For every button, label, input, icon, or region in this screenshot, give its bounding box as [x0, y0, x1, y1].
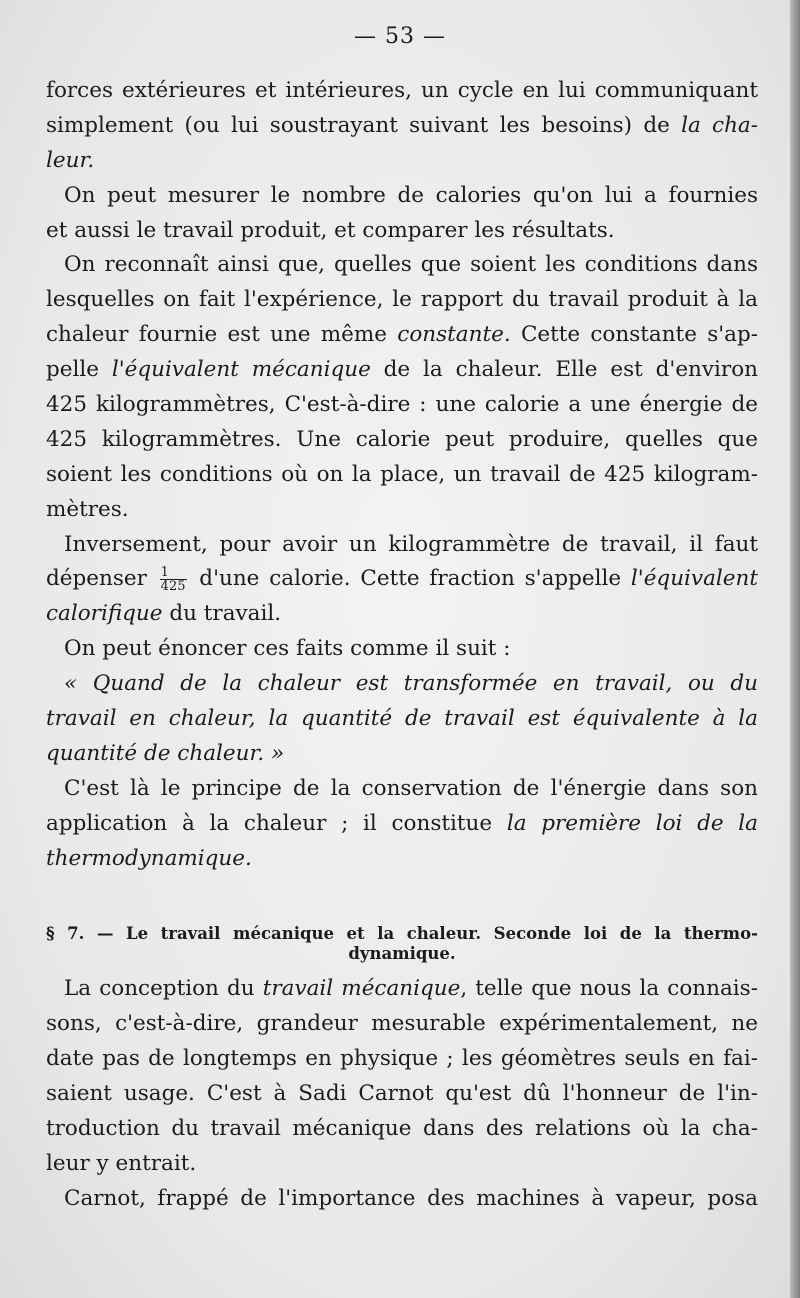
text-line: On reconnaît ainsi que, quelles que soient les conditions dans: [64, 252, 758, 278]
text-line: leur y entrait.: [46, 1150, 197, 1176]
text-line: mètres.: [46, 496, 129, 522]
text-line: La conception du travail mécanique, telle que nous la connais-: [64, 976, 758, 1002]
text-line: Carnot, frappé de l'importance des machines à vapeur, posa: [64, 1185, 758, 1211]
section-heading: § 7. — Le travail mécanique et la chaleur. Seconde loi de la thermo-: [46, 924, 758, 944]
page-body: [46, 74, 758, 1217]
text-line: date pas de longtemps en physique ; les géomètres seuls en fai-: [46, 1046, 758, 1072]
text-line: application à la chaleur ; il constitue la première loi de la: [46, 810, 758, 836]
text-line: soient les conditions où on la place, un travail de 425 kilogram-: [46, 461, 758, 487]
text-line: sons, c'est-à-dire, grandeur mesurable expérimentalement, ne: [46, 1011, 758, 1037]
text-line: dépenser $\frac{1}{425}$ d'une calorie. Cette fraction s'appelle l'équivalent: [46, 564, 758, 594]
text-line: 425 kilogrammètres. Une calorie peut produire, quelles que: [46, 426, 758, 452]
page-edge-shadow: [790, 0, 800, 1298]
text-line: leur.: [46, 147, 95, 173]
spacer: [46, 876, 758, 924]
text-line: forces extérieures et intérieures, un cycle en lui communiquant: [46, 78, 758, 103]
fraction-numerator: 1: [160, 566, 187, 580]
text-line: thermodynamique.: [46, 845, 252, 871]
text-line: quantité de chaleur. »: [46, 740, 285, 766]
page-number: — 53 —: [354, 24, 446, 49]
text-line: lesquelles on fait l'expérience, le rapport du travail produit à la: [46, 287, 758, 313]
text-line: C'est là le principe de la conservation de l'énergie dans son: [64, 775, 758, 801]
fraction-denominator: 425: [160, 578, 186, 594]
text-line: calorifique du travail.: [46, 601, 282, 627]
text-line: travail en chaleur, la quantité de travail est équivalente à la: [46, 706, 758, 732]
text-line: et aussi le travail produit, et comparer les résultats.: [46, 217, 615, 243]
text-line: pelle l'équivalent mécanique de la chaleur. Elle est d'environ: [46, 357, 758, 383]
text-line: chaleur fournie est une même constante. Cette constante s'ap-: [46, 322, 758, 348]
fraction: [160, 566, 187, 593]
section-heading-continued: dynamique.: [348, 944, 456, 964]
text-line: simplement (ou lui soustrayant suivant les besoins) de la cha-: [46, 112, 758, 138]
text-line: « Quand de la chaleur est transformée en travail, ou du: [64, 671, 758, 697]
text-line: On peut énoncer ces faits comme il suit :: [64, 636, 511, 662]
text-line: Inversement, pour avoir un kilogrammètre de travail, il faut: [64, 531, 758, 557]
text-line: saient usage. C'est à Sadi Carnot qu'est dû l'honneur de l'in-: [46, 1081, 758, 1107]
text-line: troduction du travail mécanique dans des relations où la cha-: [46, 1116, 758, 1142]
text-line: On peut mesurer le nombre de calories qu'on lui a fournies: [64, 182, 758, 208]
text-line: 425 kilogrammètres, C'est-à-dire : une calorie a une énergie de: [46, 392, 758, 418]
